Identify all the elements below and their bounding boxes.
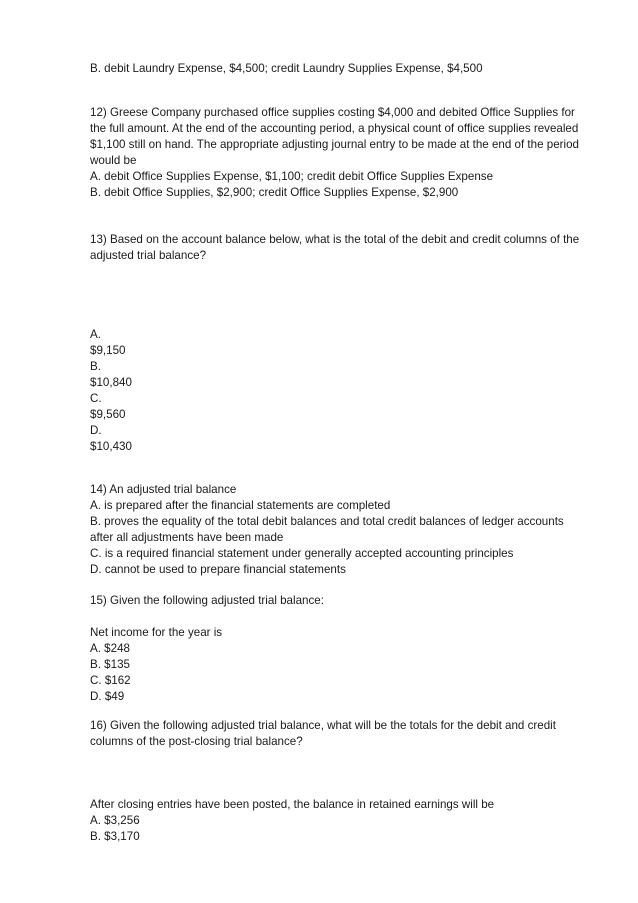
question-14 bbox=[90, 482, 564, 578]
answer-option-b: after all adjustments have been made bbox=[90, 531, 284, 544]
option-label: B. bbox=[90, 360, 101, 373]
answer-option-a: A. $3,256 bbox=[90, 814, 140, 827]
answer-option-b: B. debit Office Supplies, $2,900; credit Office Supplies Expense, $2,900 bbox=[90, 186, 459, 199]
answer-option-b: B. $135 bbox=[90, 658, 130, 671]
option-value: $10,430 bbox=[90, 440, 132, 453]
question-text: would be bbox=[90, 154, 137, 167]
answer-option-b: B. proves the equality of the total debit balances and total credit balances of ledger accounts bbox=[90, 515, 564, 528]
option-value: $9,150 bbox=[90, 344, 126, 357]
answer-option-d: D. $49 bbox=[90, 690, 125, 703]
answer-option-c: C. is a required financial statement under generally accepted accounting principles bbox=[90, 547, 514, 560]
question-text: the full amount. At the end of the accounting period, a physical count of office supplies revealed bbox=[90, 122, 579, 135]
question-text: 13) Based on the account balance below, what is the total of the debit and credit columns of the bbox=[90, 233, 580, 246]
answer-option-b: B. $3,170 bbox=[90, 830, 140, 843]
question-12 bbox=[90, 105, 579, 201]
option-value: $10,840 bbox=[90, 376, 132, 389]
question-text: columns of the post-closing trial balance? bbox=[90, 735, 303, 748]
question-text: After closing entries have been posted, the balance in retained earnings will be bbox=[90, 798, 495, 811]
question-17 bbox=[90, 797, 494, 845]
option-label: D. bbox=[90, 424, 102, 437]
question-16 bbox=[90, 718, 556, 750]
question-text: adjusted trial balance? bbox=[90, 249, 207, 262]
answer-option-a: A. $248 bbox=[90, 642, 130, 655]
option-label: A. bbox=[90, 328, 101, 341]
question-text: $1,100 still on hand. The appropriate adjusting journal entry to be made at the end of the period bbox=[90, 138, 579, 151]
question-text: 15) Given the following adjusted trial balance: bbox=[90, 594, 324, 607]
question-11-fragment bbox=[90, 61, 483, 77]
answer-option-a: A. debit Office Supplies Expense, $1,100; credit debit Office Supplies Expense bbox=[90, 170, 494, 183]
question-text: Net income for the year is bbox=[90, 626, 223, 639]
answer-option-b: B. debit Laundry Expense, $4,500; credit Laundry Supplies Expense, $4,500 bbox=[90, 62, 483, 75]
question-13-options bbox=[90, 327, 132, 455]
question-13 bbox=[90, 232, 579, 264]
option-value: $9,560 bbox=[90, 408, 126, 421]
answer-option-c: C. $162 bbox=[90, 674, 131, 687]
question-15-prompt bbox=[90, 625, 222, 705]
question-15 bbox=[90, 593, 324, 609]
question-text: 16) Given the following adjusted trial balance, what will be the totals for the debit and credit bbox=[90, 719, 556, 732]
answer-option-d: D. cannot be used to prepare financial statements bbox=[90, 563, 346, 576]
option-label: C. bbox=[90, 392, 102, 405]
question-text: 14) An adjusted trial balance bbox=[90, 483, 237, 496]
question-text: 12) Greese Company purchased office supplies costing $4,000 and debited Office Supplies for bbox=[90, 106, 575, 119]
answer-option-a: A. is prepared after the financial statements are completed bbox=[90, 499, 391, 512]
